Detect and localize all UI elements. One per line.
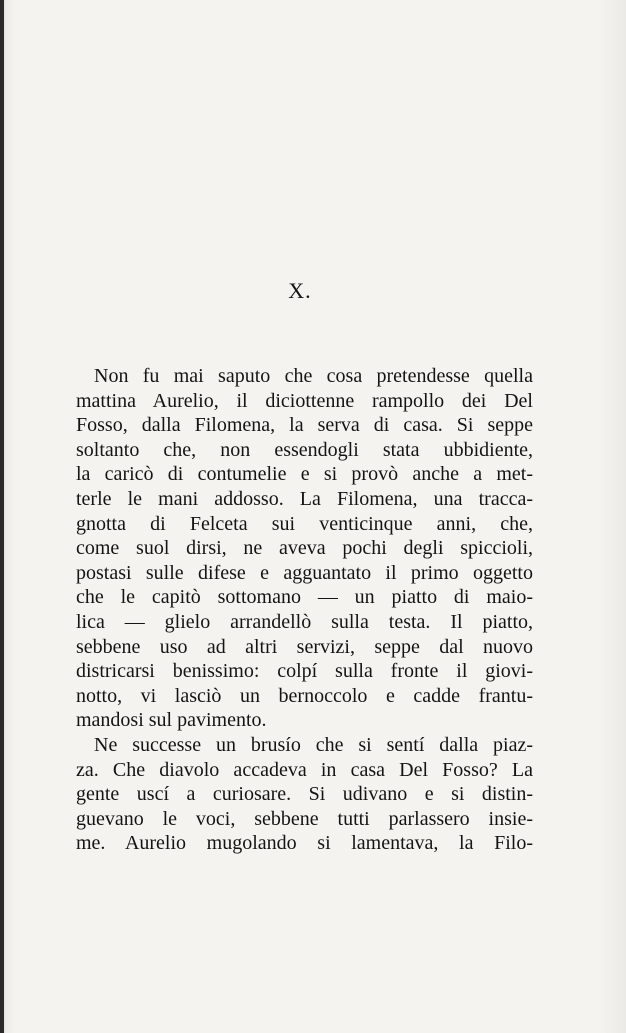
text-line: mandosi sul pavimento. [76,709,267,732]
text-line: la caricò di contumelie e si provò anche a met- [76,463,533,486]
text-line: Non fu mai saputo che cosa pretendesse quella [94,365,533,387]
text-line: districarsi benissimo: colpí sulla fronte il giovi- [76,660,533,683]
text-line: soltanto che, non essendogli stata ubbidiente, [76,438,533,461]
text-line: come suol dirsi, ne aveva pochi degli spiccioli, [76,537,533,560]
text-line: gente uscí a curiosare. Si udivano e si distin- [76,783,533,806]
text-line: sebbene uso ad altri servizi, seppe dal nuovo [76,635,533,658]
text-line: za. Che diavolo accadeva in casa Del Fosso? La [76,758,533,781]
text-line: guevano le voci, sebbene tutti parlassero insie- [76,807,533,830]
text-line: Ne successe un brusío che si sentí dalla piaz- [94,733,533,756]
chapter-number: X. [288,278,312,303]
text-line: che le capitò sottomano — un piatto di maio- [76,586,533,609]
text-line: terle le mani addosso. La Filomena, una tracca- [76,487,533,510]
text-line: lica — glielo arrandellò sulla testa. Il piatto, [76,610,533,633]
text-line: Fosso, dalla Filomena, la serva di casa. Si seppe [76,414,533,437]
text-line: mattina Aurelio, il diciottenne rampollo dei Del [76,389,533,412]
text-line: postasi sulle difese e agguantato il primo oggetto [76,561,533,584]
page-spine-edge [0,0,4,1033]
text-line: notto, vi lasciò un bernoccolo e cadde frantu- [76,684,533,707]
text-line: me. Aurelio mugolando si lamentava, la Filo- [76,832,533,855]
text-line: gnotta di Felceta sui venticinque anni, che, [76,512,533,535]
chapter-text [76,364,533,856]
